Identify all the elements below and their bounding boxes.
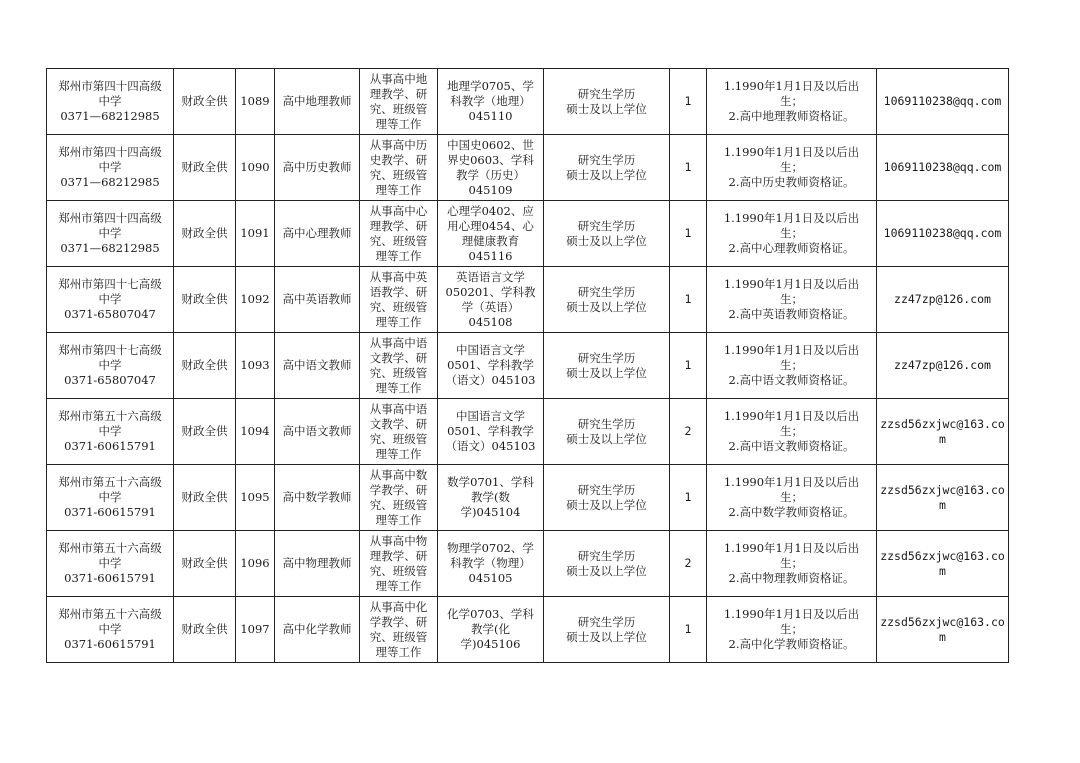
duty-cell-line: 从事高中数 xyxy=(369,467,428,482)
requirements-cell-line: 2.高中地理教师资格证。 xyxy=(728,109,855,123)
table-row xyxy=(47,465,1009,531)
employer-cell-line: 0371-60615791 xyxy=(64,505,156,519)
post-code-cell: 1092 xyxy=(236,267,275,333)
table-row xyxy=(47,135,1009,201)
employer-cell-line: 中学 xyxy=(98,94,122,108)
education-cell-line: 硕士及以上学位 xyxy=(566,167,647,182)
major-cell-line: （语文）045103 xyxy=(445,373,536,387)
duty-cell-line: 究、班级管 xyxy=(369,563,428,578)
duty-cell xyxy=(360,597,438,663)
major-cell-line: 界史0603、学科 xyxy=(447,152,534,167)
education-cell xyxy=(544,399,670,465)
education-cell xyxy=(544,531,670,597)
duty-cell-line: 从事高中物 xyxy=(369,533,428,548)
major-cell-line: 045109 xyxy=(468,182,513,197)
major-cell-line: 化学0703、学科 xyxy=(447,607,534,621)
duty-cell-line: 理等工作 xyxy=(375,644,422,659)
table-row xyxy=(47,201,1009,267)
requirements-cell-line: 生； xyxy=(780,226,803,240)
table-row xyxy=(47,267,1009,333)
requirements-cell xyxy=(707,465,877,531)
post-code-cell: 1096 xyxy=(236,531,275,597)
duty-cell-line: 究、班级管 xyxy=(369,431,428,446)
post-name-cell: 高中语文教师 xyxy=(275,333,360,399)
requirements-cell-line: 生； xyxy=(780,94,803,108)
requirements-cell-line: 生； xyxy=(780,358,803,372)
major-cell xyxy=(438,531,544,597)
education-cell-line: 研究生学历 xyxy=(577,548,636,563)
major-cell-line: 学)045104 xyxy=(460,505,521,519)
duty-cell xyxy=(360,399,438,465)
major-cell-line: 045105 xyxy=(468,571,513,585)
major-cell-line: 中国语言文学 xyxy=(456,343,525,357)
requirements-cell-line: 2.高中英语教师资格证。 xyxy=(728,307,855,321)
requirements-cell-line: 2.高中数学教师资格证。 xyxy=(728,505,855,519)
major-cell-line: 科教学（物理） xyxy=(450,556,531,570)
requirements-cell-line: 生； xyxy=(780,424,803,438)
recruitment-table xyxy=(46,68,1009,663)
requirements-cell-line: 1.1990年1月1日及以后出 xyxy=(723,541,860,555)
duty-cell-line: 理等工作 xyxy=(375,380,422,395)
employer-cell-line: 0371—68212985 xyxy=(60,175,160,189)
employer-cell-line: 0371-60615791 xyxy=(64,571,156,585)
requirements-cell-line: 2.高中语文教师资格证。 xyxy=(728,439,855,453)
employer-cell xyxy=(47,135,174,201)
education-cell-line: 硕士及以上学位 xyxy=(566,563,647,578)
education-cell xyxy=(544,267,670,333)
duty-cell-line: 从事高中语 xyxy=(369,335,428,350)
major-cell-line: 地理学0705、学 xyxy=(447,79,534,93)
education-cell xyxy=(544,597,670,663)
major-cell-line: 科教学（地理） xyxy=(450,94,531,108)
education-cell xyxy=(544,201,670,267)
headcount-cell: 2 xyxy=(670,531,707,597)
funding-cell: 财政全供 xyxy=(174,333,236,399)
requirements-cell-line: 生； xyxy=(780,292,803,306)
employer-cell-line: 中学 xyxy=(98,226,122,240)
duty-cell-line: 理等工作 xyxy=(375,446,422,461)
table-body xyxy=(47,69,1009,663)
headcount-cell: 1 xyxy=(670,69,707,135)
funding-cell: 财政全供 xyxy=(174,531,236,597)
funding-cell: 财政全供 xyxy=(174,201,236,267)
duty-cell-line: 理教学、研 xyxy=(369,548,428,563)
major-cell xyxy=(438,465,544,531)
education-cell-line: 硕士及以上学位 xyxy=(566,101,647,116)
education-cell-line: 硕士及以上学位 xyxy=(566,233,647,248)
major-cell-line: 数学0701、学科 xyxy=(447,475,534,489)
table-row xyxy=(47,399,1009,465)
email-cell: zz47zp@126.com xyxy=(877,267,1009,333)
duty-cell-line: 从事高中历 xyxy=(369,137,428,152)
major-cell-line: 心理学0402、应 xyxy=(447,203,534,218)
table-row xyxy=(47,531,1009,597)
requirements-cell-line: 2.高中语文教师资格证。 xyxy=(728,373,855,387)
major-cell-line: 教学（历史） xyxy=(456,167,525,182)
requirements-cell-line: 1.1990年1月1日及以后出 xyxy=(723,475,860,489)
duty-cell-line: 理教学、研 xyxy=(369,86,428,101)
major-cell-line: 0501、学科教学 xyxy=(447,358,534,372)
headcount-cell: 1 xyxy=(670,135,707,201)
education-cell-line: 硕士及以上学位 xyxy=(566,299,647,314)
education-cell xyxy=(544,69,670,135)
duty-cell-line: 从事高中语 xyxy=(369,401,428,416)
post-code-cell: 1091 xyxy=(236,201,275,267)
headcount-cell: 1 xyxy=(670,333,707,399)
funding-cell: 财政全供 xyxy=(174,69,236,135)
headcount-cell: 1 xyxy=(670,267,707,333)
education-cell-line: 研究生学历 xyxy=(577,350,636,365)
headcount-cell: 2 xyxy=(670,399,707,465)
major-cell xyxy=(438,597,544,663)
requirements-cell-line: 生； xyxy=(780,622,803,636)
employer-cell xyxy=(47,201,174,267)
employer-cell-line: 中学 xyxy=(98,160,122,174)
employer-cell-line: 郑州市第五十六高级 xyxy=(58,475,162,489)
major-cell-line: 理健康教育 xyxy=(461,233,520,248)
requirements-cell-line: 1.1990年1月1日及以后出 xyxy=(723,145,860,159)
employer-cell-line: 郑州市第五十六高级 xyxy=(58,607,162,621)
education-cell-line: 研究生学历 xyxy=(577,152,636,167)
employer-cell-line: 中学 xyxy=(98,556,122,570)
employer-cell-line: 郑州市第四十四高级 xyxy=(58,211,162,225)
duty-cell-line: 究、班级管 xyxy=(369,299,428,314)
email-cell: zz47zp@126.com xyxy=(877,333,1009,399)
requirements-cell-line: 1.1990年1月1日及以后出 xyxy=(723,409,860,423)
education-cell-line: 研究生学历 xyxy=(577,416,636,431)
requirements-cell-line: 2.高中历史教师资格证。 xyxy=(728,175,855,189)
employer-cell-line: 0371-65807047 xyxy=(64,307,156,321)
headcount-cell: 1 xyxy=(670,465,707,531)
post-name-cell: 高中数学教师 xyxy=(275,465,360,531)
major-cell-line: 教学(化 xyxy=(471,622,510,636)
major-cell-line: 物理学0702、学 xyxy=(447,541,534,555)
requirements-cell-line: 1.1990年1月1日及以后出 xyxy=(723,607,860,621)
funding-cell: 财政全供 xyxy=(174,465,236,531)
duty-cell-line: 究、班级管 xyxy=(369,233,428,248)
requirements-cell xyxy=(707,597,877,663)
major-cell xyxy=(438,135,544,201)
duty-cell-line: 学教学、研 xyxy=(369,482,428,497)
requirements-cell xyxy=(707,135,877,201)
post-name-cell: 高中英语教师 xyxy=(275,267,360,333)
post-name-cell: 高中化学教师 xyxy=(275,597,360,663)
post-code-cell: 1097 xyxy=(236,597,275,663)
table-row xyxy=(47,69,1009,135)
education-cell-line: 研究生学历 xyxy=(577,86,636,101)
major-cell-line: （语文）045103 xyxy=(445,439,536,453)
employer-cell-line: 中学 xyxy=(98,490,122,504)
employer-cell-line: 0371-60615791 xyxy=(64,439,156,453)
major-cell xyxy=(438,69,544,135)
employer-cell-line: 0371-65807047 xyxy=(64,373,156,387)
post-code-cell: 1093 xyxy=(236,333,275,399)
major-cell-line: 英语语言文学 xyxy=(456,269,525,284)
education-cell-line: 硕士及以上学位 xyxy=(566,497,647,512)
email-cell: zzsd56zxjwc@163.com xyxy=(877,531,1009,597)
post-code-cell: 1095 xyxy=(236,465,275,531)
funding-cell: 财政全供 xyxy=(174,399,236,465)
employer-cell-line: 郑州市第四十四高级 xyxy=(58,145,162,159)
email-cell: zzsd56zxjwc@163.com xyxy=(877,399,1009,465)
major-cell-line: 学（英语） xyxy=(461,299,520,314)
major-cell xyxy=(438,267,544,333)
post-code-cell: 1090 xyxy=(236,135,275,201)
funding-cell: 财政全供 xyxy=(174,135,236,201)
education-cell xyxy=(544,135,670,201)
employer-cell xyxy=(47,69,174,135)
table-row xyxy=(47,333,1009,399)
duty-cell-line: 语教学、研 xyxy=(369,284,428,299)
duty-cell xyxy=(360,531,438,597)
education-cell-line: 研究生学历 xyxy=(577,218,636,233)
requirements-cell-line: 生； xyxy=(780,160,803,174)
education-cell xyxy=(544,333,670,399)
duty-cell-line: 究、班级管 xyxy=(369,365,428,380)
employer-cell-line: 中学 xyxy=(98,292,122,306)
duty-cell-line: 文教学、研 xyxy=(369,350,428,365)
major-cell-line: 教学(数 xyxy=(471,490,510,504)
duty-cell-line: 理等工作 xyxy=(375,578,422,593)
post-name-cell: 高中物理教师 xyxy=(275,531,360,597)
duty-cell-line: 理等工作 xyxy=(375,248,422,263)
education-cell-line: 硕士及以上学位 xyxy=(566,431,647,446)
requirements-cell xyxy=(707,267,877,333)
employer-cell xyxy=(47,399,174,465)
post-name-cell: 高中地理教师 xyxy=(275,69,360,135)
major-cell-line: 中国语言文学 xyxy=(456,409,525,423)
education-cell-line: 硕士及以上学位 xyxy=(566,365,647,380)
duty-cell-line: 理等工作 xyxy=(375,182,422,197)
major-cell-line: 045116 xyxy=(468,248,513,263)
email-cell: 1069110238@qq.com xyxy=(877,201,1009,267)
duty-cell-line: 从事高中地 xyxy=(369,71,428,86)
table-row xyxy=(47,597,1009,663)
major-cell-line: 050201、学科教 xyxy=(445,284,536,299)
headcount-cell: 1 xyxy=(670,597,707,663)
education-cell-line: 硕士及以上学位 xyxy=(566,629,647,644)
duty-cell-line: 究、班级管 xyxy=(369,101,428,116)
employer-cell-line: 中学 xyxy=(98,358,122,372)
duty-cell-line: 文教学、研 xyxy=(369,416,428,431)
requirements-cell-line: 生； xyxy=(780,490,803,504)
major-cell xyxy=(438,201,544,267)
email-cell: zzsd56zxjwc@163.com xyxy=(877,465,1009,531)
employer-cell xyxy=(47,597,174,663)
duty-cell-line: 从事高中英 xyxy=(369,269,428,284)
requirements-cell-line: 2.高中化学教师资格证。 xyxy=(728,637,855,651)
education-cell-line: 研究生学历 xyxy=(577,482,636,497)
employer-cell-line: 0371—68212985 xyxy=(60,109,160,123)
employer-cell xyxy=(47,531,174,597)
duty-cell-line: 究、班级管 xyxy=(369,167,428,182)
requirements-cell xyxy=(707,399,877,465)
duty-cell-line: 理等工作 xyxy=(375,512,422,527)
major-cell-line: 学)045106 xyxy=(460,637,521,651)
email-cell: zzsd56zxjwc@163.com xyxy=(877,597,1009,663)
employer-cell-line: 郑州市第五十六高级 xyxy=(58,409,162,423)
duty-cell-line: 究、班级管 xyxy=(369,629,428,644)
major-cell-line: 中国史0602、世 xyxy=(447,137,534,152)
duty-cell-line: 理等工作 xyxy=(375,116,422,131)
funding-cell: 财政全供 xyxy=(174,267,236,333)
duty-cell-line: 从事高中化 xyxy=(369,599,428,614)
funding-cell: 财政全供 xyxy=(174,597,236,663)
employer-cell xyxy=(47,333,174,399)
headcount-cell: 1 xyxy=(670,201,707,267)
employer-cell-line: 郑州市第四十四高级 xyxy=(58,79,162,93)
email-cell: 1069110238@qq.com xyxy=(877,69,1009,135)
education-cell-line: 研究生学历 xyxy=(577,614,636,629)
major-cell-line: 045108 xyxy=(468,314,513,329)
duty-cell xyxy=(360,135,438,201)
employer-cell-line: 郑州市第五十六高级 xyxy=(58,541,162,555)
requirements-cell-line: 2.高中物理教师资格证。 xyxy=(728,571,855,585)
post-code-cell: 1094 xyxy=(236,399,275,465)
post-name-cell: 高中历史教师 xyxy=(275,135,360,201)
employer-cell-line: 郑州市第四十七高级 xyxy=(58,343,162,357)
duty-cell-line: 学教学、研 xyxy=(369,614,428,629)
requirements-cell-line: 1.1990年1月1日及以后出 xyxy=(723,211,860,225)
requirements-cell-line: 1.1990年1月1日及以后出 xyxy=(723,79,860,93)
employer-cell-line: 中学 xyxy=(98,424,122,438)
duty-cell xyxy=(360,465,438,531)
education-cell-line: 研究生学历 xyxy=(577,284,636,299)
employer-cell-line: 0371-60615791 xyxy=(64,637,156,651)
duty-cell-line: 理教学、研 xyxy=(369,218,428,233)
major-cell xyxy=(438,399,544,465)
major-cell-line: 用心理0454、心 xyxy=(447,218,534,233)
duty-cell-line: 史教学、研 xyxy=(369,152,428,167)
major-cell xyxy=(438,333,544,399)
duty-cell-line: 究、班级管 xyxy=(369,497,428,512)
post-name-cell: 高中语文教师 xyxy=(275,399,360,465)
requirements-cell xyxy=(707,333,877,399)
requirements-cell xyxy=(707,201,877,267)
duty-cell-line: 从事高中心 xyxy=(369,203,428,218)
duty-cell xyxy=(360,69,438,135)
major-cell-line: 045110 xyxy=(468,109,513,123)
duty-cell xyxy=(360,333,438,399)
requirements-cell xyxy=(707,531,877,597)
requirements-cell-line: 1.1990年1月1日及以后出 xyxy=(723,277,860,291)
employer-cell xyxy=(47,465,174,531)
duty-cell xyxy=(360,267,438,333)
requirements-cell-line: 1.1990年1月1日及以后出 xyxy=(723,343,860,357)
major-cell-line: 0501、学科教学 xyxy=(447,424,534,438)
post-name-cell: 高中心理教师 xyxy=(275,201,360,267)
employer-cell-line: 中学 xyxy=(98,622,122,636)
requirements-cell xyxy=(707,69,877,135)
post-code-cell: 1089 xyxy=(236,69,275,135)
employer-cell-line: 0371—68212985 xyxy=(60,241,160,255)
employer-cell xyxy=(47,267,174,333)
email-cell: 1069110238@qq.com xyxy=(877,135,1009,201)
requirements-cell-line: 生； xyxy=(780,556,803,570)
requirements-cell-line: 2.高中心理教师资格证。 xyxy=(728,241,855,255)
duty-cell-line: 理等工作 xyxy=(375,314,422,329)
education-cell xyxy=(544,465,670,531)
employer-cell-line: 郑州市第四十七高级 xyxy=(58,277,162,291)
duty-cell xyxy=(360,201,438,267)
